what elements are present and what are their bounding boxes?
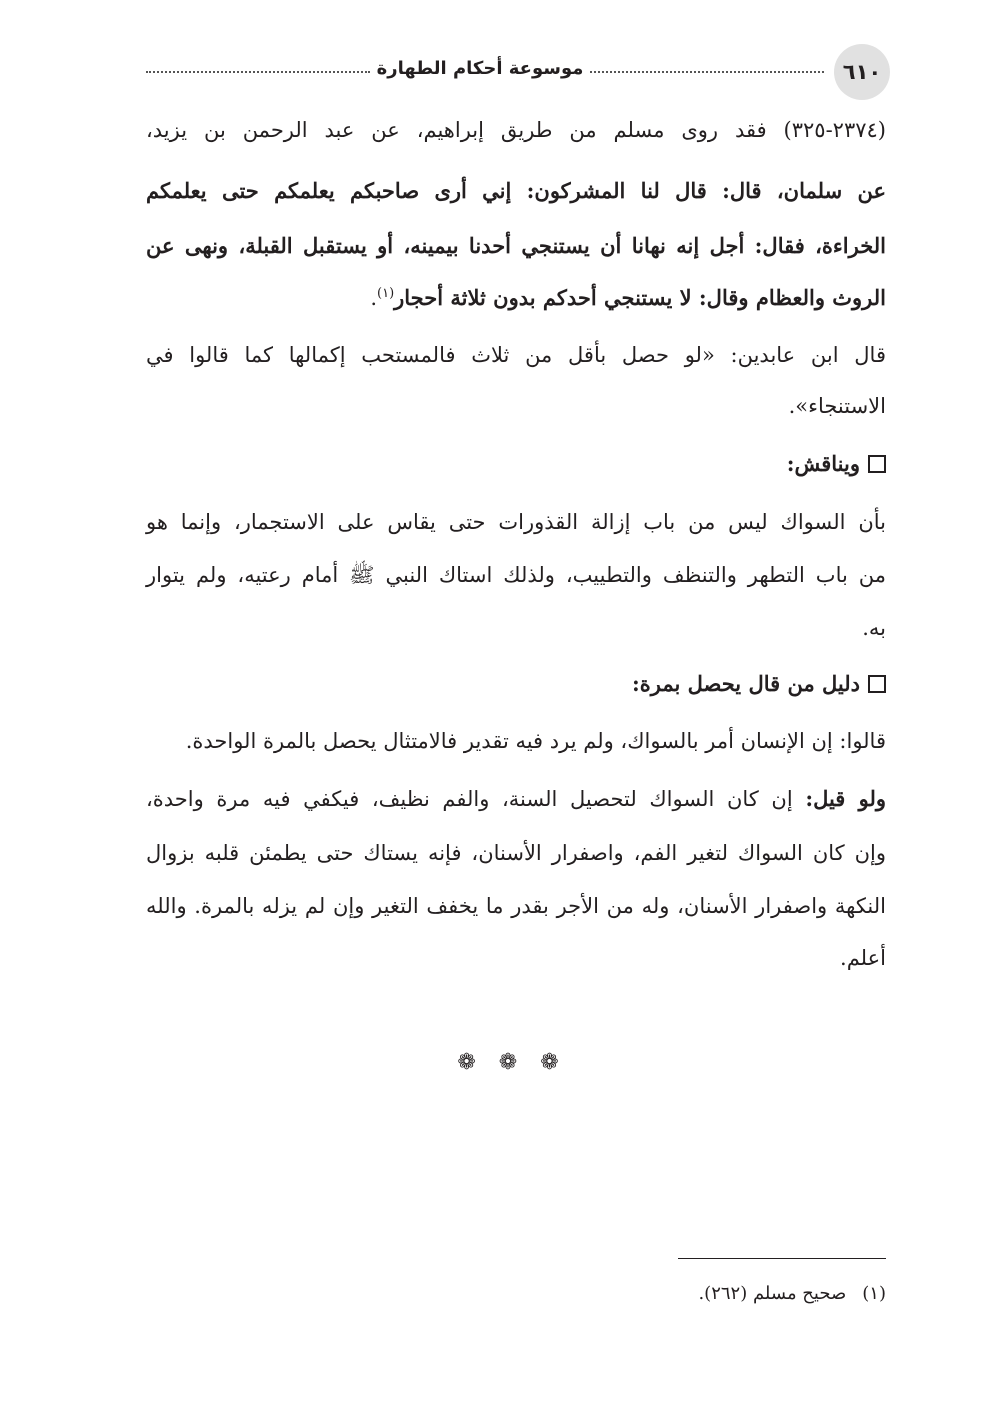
text-line: بأن السواك ليس من باب إزالة القذورات حتى يقاس على الاستجمار، وإنما هو: [146, 510, 886, 534]
text-line: الروث والعظام وقال: لا يستنجي أحدكم بدون ثلاثة أحجار$^{(١)}$.: [370, 285, 886, 310]
checkbox-square-icon: [868, 675, 886, 693]
text-line: به.: [862, 616, 886, 640]
checkbox-square-icon: [868, 455, 886, 473]
text-line: الاستنجاء».: [788, 394, 886, 418]
section-end-ornament: ❁ ❁ ❁: [457, 1050, 567, 1075]
text-line: النكهة واصفرار الأسنان، وله من الأجر بقدر ما يخفف التغير وإن لم يزله بالمرة. والله: [146, 894, 886, 918]
footnote-divider: [678, 1258, 886, 1259]
page-number: ٦١٠: [834, 44, 890, 100]
text-line: أعلم.: [840, 946, 886, 970]
text-line: وإن كان السواك لتغير الفم، واصفرار الأسنان، فإنه يستاك حتى يطمئن قلبه بزوال: [146, 841, 886, 865]
footnote-reference[interactable]: (١): [377, 286, 395, 301]
footnote-text: صحيح مسلم (٢٦٢).: [698, 1283, 847, 1304]
running-title: موسوعة أحكام الطهارة: [376, 58, 584, 79]
section-heading: ويناقش:: [146, 436, 886, 492]
text-line: قال ابن عابدين: «لو حصل بأقل من ثلاث فالمستحب إكمالها كما قالوا في: [146, 343, 886, 367]
text-line: الخراءة، فقال: أجل إنه نهانا أن يستنجي أحدنا بيمينه، أو يستقبل القبلة، ونهى عن: [146, 233, 886, 258]
footnote: [500, 1276, 886, 1312]
text-line: ولو قيل: إن كان السواك لتحصيل السنة، والفم نظيف، فيكفي فيه مرة واحدة،: [146, 786, 886, 811]
footnote-marker: (١): [862, 1283, 886, 1304]
header-dotted-rule-right: [590, 71, 824, 73]
text-line: قالوا: إن الإنسان أمر بالسواك، ولم يرد فيه تقدير فالامتثال يحصل بالمرة الواحدة.: [185, 729, 886, 753]
text-line: عن سلمان، قال: قال لنا المشركون: إني أرى صاحبكم يعلمكم حتى يعلمكم: [146, 178, 886, 203]
text-line: (٢٣٧٤-٣٢٥) فقد روى مسلم من طريق إبراهيم، عن عبد الرحمن بن يزيد،: [146, 118, 886, 142]
text-line: من باب التطهر والتنظف والتطييب، ولذلك استاك النبي ﷺ أمام رعتيه، ولم يتوار: [146, 563, 886, 587]
header-dotted-rule-left: [146, 71, 370, 73]
section-heading: دليل من قال يحصل بمرة:: [146, 656, 886, 712]
